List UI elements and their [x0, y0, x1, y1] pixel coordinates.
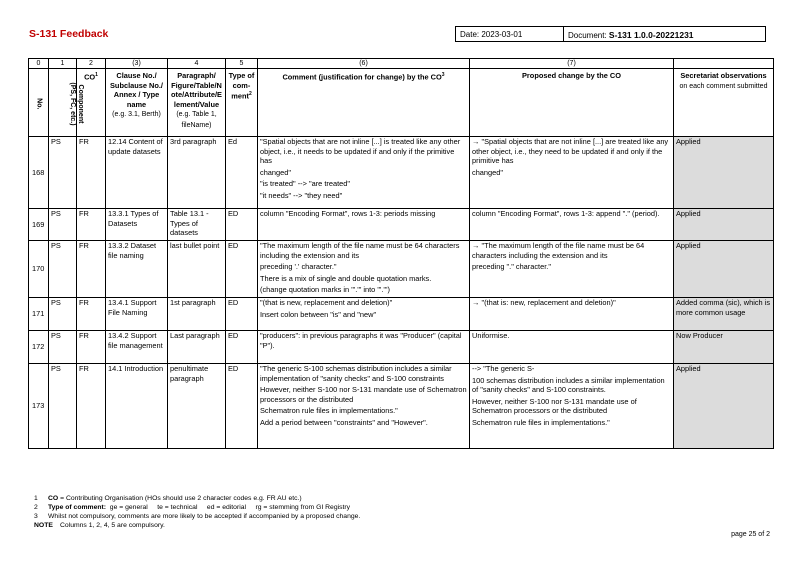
comment-cell: [258, 241, 470, 298]
component-cell: PS: [49, 298, 77, 331]
component-cell: PS: [49, 209, 77, 241]
proposed-line: column "Encoding Format", rows 1-3: append "." (period).: [472, 209, 660, 218]
proposed-line: 100 schemas distribution includes a similar implementation of "sanity checks" and S-100 constraints.: [472, 375, 665, 395]
col-num: (7): [470, 59, 674, 69]
type-cell: Ed: [226, 137, 258, 209]
comment-line: Add a period between "constraints" and "However".: [260, 417, 428, 427]
table-row: [29, 364, 774, 449]
comment-cell: [258, 331, 470, 364]
header-no: No.: [29, 69, 49, 137]
comment-line: "it needs" --> "they need": [260, 190, 343, 200]
col-num: [674, 59, 774, 69]
comment-line: Insert colon between "is" and "new": [260, 309, 377, 319]
feedback-table: [28, 58, 774, 449]
row-number: 173: [29, 364, 49, 449]
comment-line: However, neither S-100 nor S-131 mandate use of Schematron processors or the distributed: [260, 385, 467, 404]
footnote: 2 Type of comment: ge = general te = technical ed = editorial rg = stemming from GI Registry: [34, 504, 351, 511]
comment-line: "Spatial objects that are not inline [...] is treated like any other object, i.e., it needs to be updated if and only if the primitive has: [260, 137, 461, 166]
comment-line: preceding '.' character.": [260, 262, 337, 272]
proposed-cell: [470, 137, 674, 209]
proposed-line: → "Spatial objects that are not inline [...] are treated like any other object, i.e., they need to be updated if and only if the primitive has: [472, 137, 669, 166]
col-num: 4: [168, 59, 226, 69]
header-proposed: Proposed change by the CO: [470, 69, 674, 137]
paragraph-cell: Last paragraph: [168, 331, 226, 364]
secretariat-cell: Added comma (sic), which is more common usage: [674, 298, 774, 331]
row-number: 172: [29, 331, 49, 364]
comment-line: There is a mix of single and double quotation marks.: [260, 273, 432, 283]
clause-cell: 12.14 Content of update datasets: [106, 137, 168, 209]
header-comment: Comment (justification for change) by the $CO^3$: [258, 69, 470, 137]
secretariat-cell: Applied: [674, 137, 774, 209]
paragraph-cell: 1st paragraph: [168, 298, 226, 331]
proposed-line: --> "The generic S-: [472, 364, 535, 373]
comment-cell: [258, 298, 470, 331]
document-title: S-131 Feedback: [29, 28, 109, 40]
proposed-cell: [470, 331, 674, 364]
secretariat-cell: Applied: [674, 209, 774, 241]
table-row: [29, 137, 774, 209]
co-cell: FR: [77, 241, 106, 298]
proposed-cell: [470, 209, 674, 241]
proposed-line: → "The maximum length of the file name must be 64 characters including the extension and its: [472, 241, 645, 260]
comment-line: "The generic S-100 schemas distribution includes a similar implementation of "sanity checks" and S-100 constraints: [260, 364, 452, 383]
header-secretariat: Secretariat observations on each comment submitted: [674, 69, 774, 137]
header-clause: Clause No./ Subclause No./ Annex / Type name (e.g. 3.1, Berth): [106, 69, 168, 137]
co-cell: FR: [77, 298, 106, 331]
proposed-line: Uniformise.: [472, 331, 510, 340]
comment-line: column "Encoding Format", rows 1-3: periods missing: [260, 209, 436, 218]
document-label: Document:: [568, 31, 607, 40]
comment-line: "producers": in previous paragraphs it was "Producer" (capital "P").: [260, 331, 462, 350]
secretariat-cell: Applied: [674, 241, 774, 298]
comment-line: "(that is new, replacement and deletion)": [260, 298, 393, 307]
paragraph-cell: penultimate paragraph: [168, 364, 226, 449]
table-row: [29, 331, 774, 364]
column-header-row: [29, 69, 774, 137]
header-type: Type of com- ment$^2$: [226, 69, 258, 137]
paragraph-cell: last bullet point: [168, 241, 226, 298]
clause-cell: 13.4.2 Support file management: [106, 331, 168, 364]
document-box: [563, 26, 766, 42]
comment-line: "The maximum length of the file name must be 64 characters including the extension and its: [260, 241, 460, 260]
document-value: S-131 1.0.0-20221231: [608, 30, 694, 40]
row-number: 170: [29, 241, 49, 298]
component-cell: PS: [49, 331, 77, 364]
component-cell: PS: [49, 137, 77, 209]
row-number: 168: [29, 137, 49, 209]
secretariat-cell: Now Producer: [674, 331, 774, 364]
comment-line: (change quotation marks in "'.'" into "'.'"): [260, 285, 390, 295]
paragraph-cell: 3rd paragraph: [168, 137, 226, 209]
footnote: 1 CO = Contributing Organisation (HOs should use 2 character codes e.g. FR AU etc.): [34, 495, 302, 502]
proposed-line: preceding "." character.": [472, 262, 551, 272]
co-cell: FR: [77, 137, 106, 209]
col-num: 5: [226, 59, 258, 69]
page-number: page 25 of 2: [731, 531, 770, 538]
header-paragraph: Paragraph/ Figure/Table/N ote/Attribute/E lement/Value (e.g. Table 1, fileName): [168, 69, 226, 137]
header-co: $CO^1$: [77, 69, 106, 137]
col-num: 1: [49, 59, 77, 69]
type-cell: ED: [226, 331, 258, 364]
clause-cell: 13.3.1 Types of Datasets: [106, 209, 168, 241]
footnote: 3 Whilst not compulsory, comments are more likely to be accepted if accompanied by a proposed change.: [34, 513, 361, 520]
table-row: [29, 298, 774, 331]
col-num: (6): [258, 59, 470, 69]
component-cell: PS: [49, 364, 77, 449]
date-box: Date: 2023-03-01: [455, 26, 564, 42]
clause-cell: 13.4.1 Support File Naming: [106, 298, 168, 331]
row-number: 169: [29, 209, 49, 241]
proposed-line: Schematron rule files in implementations.": [472, 417, 610, 427]
col-num: 2: [77, 59, 106, 69]
table-row: [29, 241, 774, 298]
paragraph-cell: Table 13.1 - Types of datasets: [168, 209, 226, 241]
comment-line: Schematron rule files in implementations.": [260, 406, 398, 416]
clause-cell: 14.1 Introduction: [106, 364, 168, 449]
proposed-line: changed": [472, 167, 503, 177]
co-cell: FR: [77, 331, 106, 364]
co-cell: FR: [77, 209, 106, 241]
col-num: (3): [106, 59, 168, 69]
proposed-line: However, neither S-100 nor S-131 mandate use of Schematron processors or the distributed: [472, 396, 637, 416]
column-number-row: [29, 59, 774, 69]
comment-cell: [258, 364, 470, 449]
table-row: [29, 209, 774, 241]
proposed-cell: [470, 241, 674, 298]
type-cell: ED: [226, 209, 258, 241]
proposed-cell: [470, 298, 674, 331]
secretariat-cell: Applied: [674, 364, 774, 449]
comment-line: "is treated" --> "are treated": [260, 179, 350, 189]
comment-cell: [258, 209, 470, 241]
type-cell: ED: [226, 298, 258, 331]
type-cell: ED: [226, 364, 258, 449]
footnote: NOTE Columns 1, 2, 4, 5 are compulsory.: [34, 522, 165, 529]
type-cell: ED: [226, 241, 258, 298]
header-component: Component (PS, FC, etc.): [49, 69, 77, 137]
row-number: 171: [29, 298, 49, 331]
component-cell: PS: [49, 241, 77, 298]
proposed-line: → "(that is: new, replacement and deletion)": [472, 298, 616, 307]
proposed-cell: [470, 364, 674, 449]
comment-line: changed": [260, 167, 291, 177]
comment-cell: [258, 137, 470, 209]
co-cell: FR: [77, 364, 106, 449]
col-num: 0: [29, 59, 49, 69]
clause-cell: 13.3.2 Dataset file naming: [106, 241, 168, 298]
